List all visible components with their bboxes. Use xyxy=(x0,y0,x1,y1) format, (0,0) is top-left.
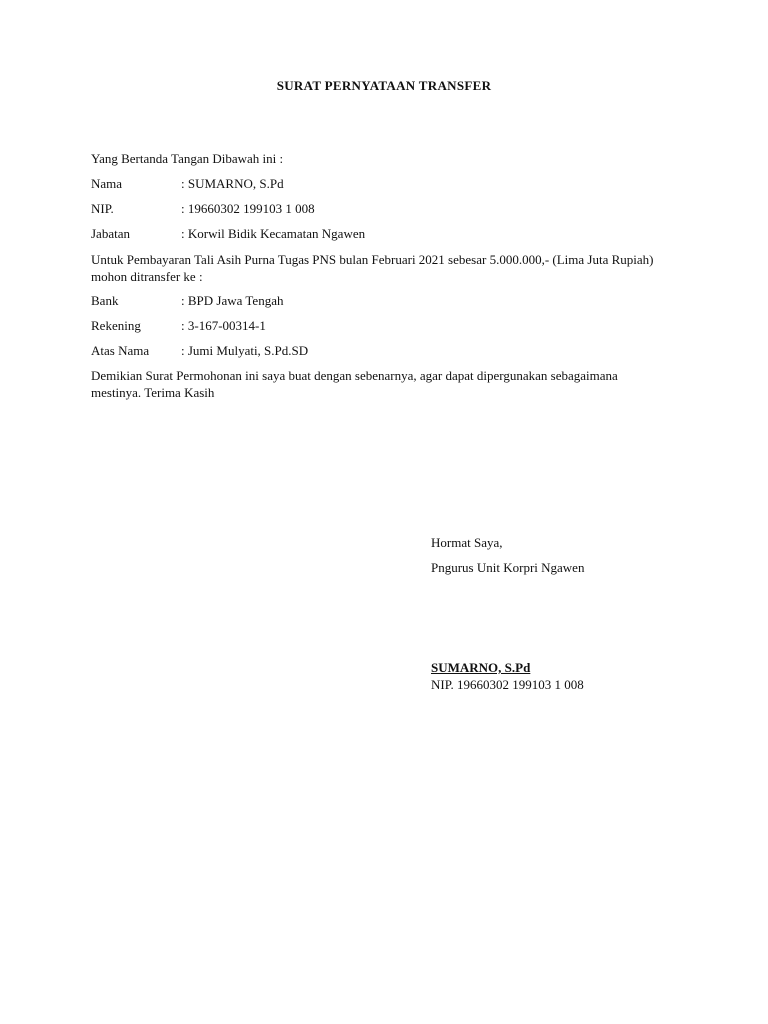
signer-nip-label: NIP. xyxy=(91,201,114,216)
bank-label: Bank xyxy=(91,293,119,308)
account-number-row xyxy=(91,317,266,334)
signer-position-value: : Korwil Bidik Kecamatan Ngawen xyxy=(181,226,366,241)
signature-greeting: Hormat Saya, xyxy=(431,535,503,550)
bank-value: : BPD Jawa Tengah xyxy=(181,293,284,308)
account-holder-value: : Jumi Mulyati, S.Pd.SD xyxy=(181,343,309,358)
signature-position: Pngurus Unit Korpri Ngawen xyxy=(431,560,585,575)
account-number-value: : 3-167-00314-1 xyxy=(181,318,266,333)
signer-position-label: Jabatan xyxy=(91,226,130,241)
signer-nip-row xyxy=(91,200,315,217)
account-holder-row xyxy=(91,342,308,359)
closing-paragraph: Demikian Surat Permohonan ini saya buat dengan sebenarnya, agar dapat dipergunakan sebagaimana mestinya. Terima Kasih xyxy=(91,368,618,400)
signer-nip-value: : 19660302 199103 1 008 xyxy=(181,201,315,216)
signature-nip: NIP. 19660302 199103 1 008 xyxy=(431,677,584,692)
account-holder-label: Atas Nama xyxy=(91,343,150,358)
document-title: SURAT PERNYATAAN TRANSFER xyxy=(276,78,492,93)
payment-statement: Untuk Pembayaran Tali Asih Purna Tugas PNS bulan Februari 2021 sebesar 5.000.000,- (Lima Juta Rupiah) mohon ditransfer ke : xyxy=(91,252,654,284)
signer-name-label: Nama xyxy=(91,176,123,191)
intro-text: Yang Bertanda Tangan Dibawah ini : xyxy=(91,151,284,166)
signer-name-row xyxy=(91,175,284,192)
account-number-label: Rekening xyxy=(91,318,141,333)
signer-position-row xyxy=(91,225,365,242)
signature-name: SUMARNO, S.Pd xyxy=(431,660,531,675)
bank-row xyxy=(91,292,283,309)
signer-name-value: : SUMARNO, S.Pd xyxy=(181,176,284,191)
